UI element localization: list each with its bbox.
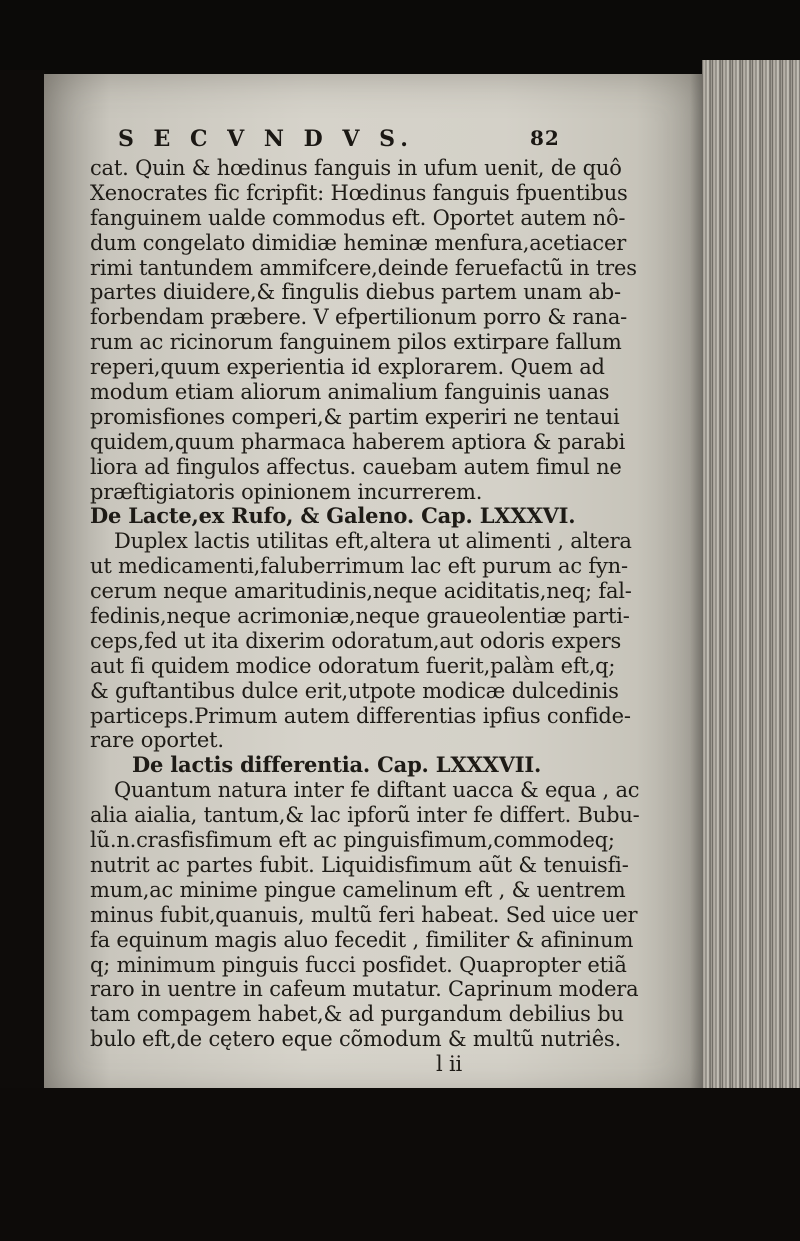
text-line: alia aialia, tantum,& lac ipforũ inter fe differt. Bubu- [90, 803, 640, 828]
text-line: aut fi quidem modice odoratum fuerit,palàm eft,q; [90, 653, 616, 678]
text-line: minus fubit,quanuis, multũ feri habeat. Sed uice uer [90, 902, 638, 927]
text-line: reperi,quum experientia id explorarem. Quem ad [90, 355, 605, 380]
text-line: Duplex lactis utilitas eft,altera ut alimenti , altera [114, 529, 632, 554]
text-line: rimi tantundem ammifcere,deinde feruefactũ in tres [90, 255, 637, 280]
text-line: fa equinum magis aluo fecedit , fimiliter & afininum [90, 927, 634, 952]
text-line: cat. Quin & hœdinus fanguis in ufum uenit, de quô [90, 156, 622, 180]
running-head: S E C V N D V S. [118, 126, 414, 152]
text-line: ceps,fed ut ita dixerim odoratum,aut odoris expers [90, 628, 622, 653]
text-line: Xenocrates fic fcripfit: Hœdinus fanguis fpuentibus [90, 180, 628, 205]
text-line: particeps.Primum autem differentias ipfius confide- [90, 703, 631, 728]
chapter-heading: De Lacte,ex Rufo, & Galeno. Cap. LXXXVI. [90, 503, 576, 529]
text-line: præftigiatoris opinionem incurrerem. [90, 479, 483, 504]
text-line: dum congelato dimidiæ heminæ menfura,acetiacer [90, 230, 627, 255]
text-line: ut medicamenti,faluberrimum lac eft purum ac fyn- [90, 554, 628, 579]
text-line: bulo eft,de cętero eque cõmodum & multũ nutriês. [90, 1027, 621, 1052]
text-line: mum,ac minime pingue camelinum eft , & uentrem [90, 877, 626, 902]
background-top [0, 0, 800, 78]
text-line: modum etiam aliorum animalium fanguinis uanas [90, 380, 610, 405]
text-line: liora ad fingulos affectus. cauebam autem fimul ne [90, 454, 622, 479]
page-header [118, 126, 598, 156]
text-line: Quantum natura inter fe diftant uacca & equa , ac [114, 778, 640, 803]
background-left [0, 70, 45, 1100]
text-line: rum ac ricinorum fanguinem pilos extirpare fallum [90, 330, 622, 355]
body-text [90, 156, 690, 1077]
chapter-heading: De lactis differentia. Cap. LXXXVII. [132, 752, 542, 778]
text-line: rare oportet. [90, 728, 224, 753]
text-line: nutrit ac partes fubit. Liquidisfimum aũt & tenuisfi- [90, 852, 629, 877]
text-line: lũ.n.crasfisfimum eft ac pinguisfimum,commodeq; [90, 828, 615, 853]
text-line: fedinis,neque acrimoniæ,neque graueolentiæ parti- [90, 604, 630, 629]
text-line: tam compagem habet,& ad purgandum debilius bu [90, 1002, 624, 1027]
text-line: forbendam præbere. V efpertilionum porro & rana- [90, 305, 628, 330]
page-stack-edge [702, 60, 800, 1100]
folio-number: 82 [530, 126, 560, 150]
signature-mark: l ii [436, 1052, 463, 1077]
background-bottom [0, 1088, 800, 1241]
text-line: q; minimum pinguis fucci posfidet. Quapropter etiã [90, 952, 627, 977]
text-line: promisfiones comperi,& partim experiri ne tentaui [90, 404, 620, 429]
text-line: raro in uentre in cafeum mutatur. Caprinum modera [90, 977, 639, 1002]
text-line: cerum neque amaritudinis,neque aciditatis,neq; fal- [90, 579, 632, 604]
text-line: partes diuidere,& fingulis diebus partem unam ab- [90, 280, 621, 305]
text-line: & guftantibus dulce erit,utpote modicæ dulcedinis [90, 678, 619, 703]
text-line: quidem,quum pharmaca haberem aptiora & parabi [90, 429, 626, 454]
text-line: fanguinem ualde commodus eft. Oportet autem nô- [90, 205, 626, 230]
